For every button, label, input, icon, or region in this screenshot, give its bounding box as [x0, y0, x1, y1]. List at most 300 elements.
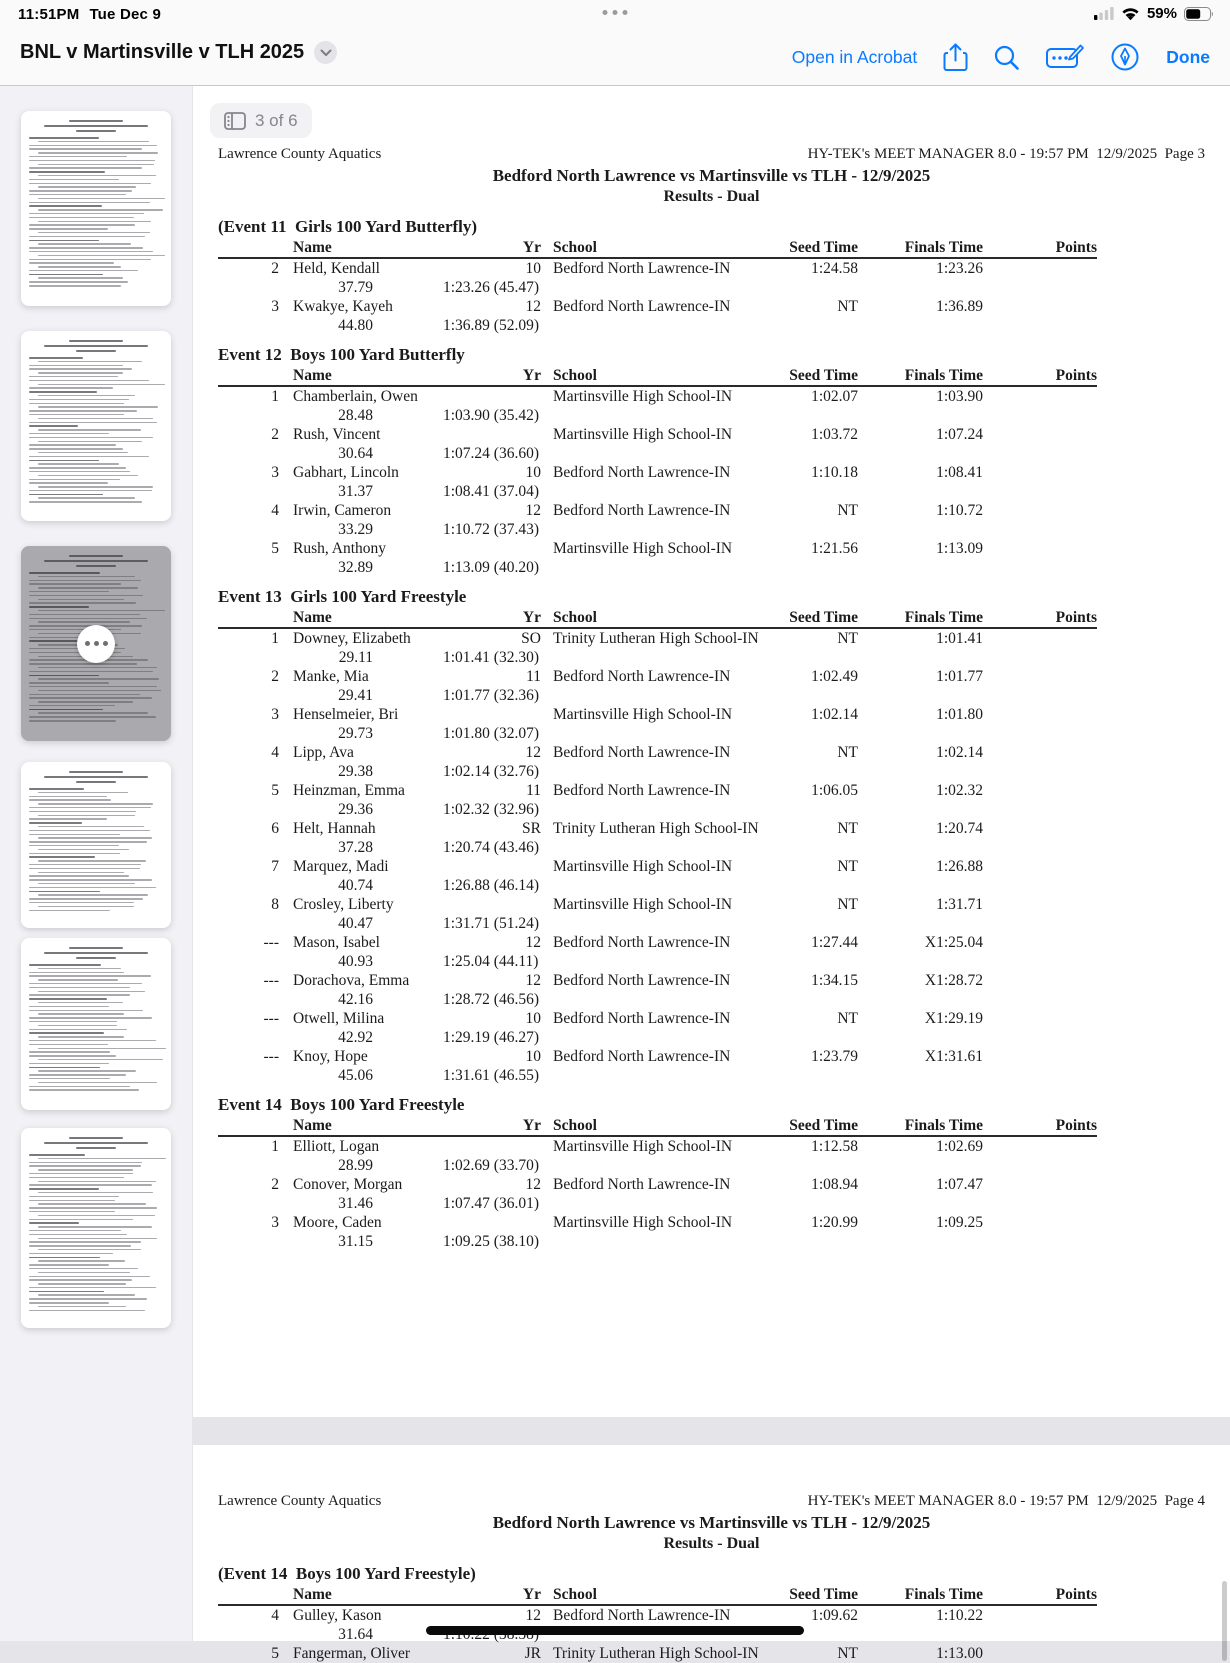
cell-school: Martinsville High School-IN	[553, 896, 733, 913]
status-time-date	[18, 6, 161, 23]
cell-name: Marquez, Madi	[293, 858, 389, 875]
split-row	[218, 686, 1205, 705]
cell-seed-time: 1:06.05	[811, 782, 858, 799]
cell-name: Heinzman, Emma	[293, 782, 405, 799]
column-header-row	[218, 609, 1097, 629]
col-name: Name	[293, 1586, 332, 1603]
cell-seed-time: 1:27.44	[811, 934, 858, 951]
cell-split-cumulative: 1:20.74 (43.46)	[443, 839, 540, 856]
cell-seed-time: NT	[837, 744, 858, 761]
cell-place: 6	[271, 820, 279, 837]
sidebar-pages-icon	[224, 112, 246, 130]
cell-finals-time: 1:02.32	[936, 782, 983, 799]
thumbnail-page-1[interactable]	[21, 111, 171, 306]
cell-split-1: 29.38	[338, 763, 373, 780]
col-blank	[218, 609, 283, 627]
cell-points	[983, 297, 1097, 316]
cell-finals-time: 1:08.41	[936, 464, 983, 481]
split-row	[218, 1028, 1205, 1047]
result-row	[218, 705, 1097, 724]
cell-yr: 10	[525, 1048, 541, 1065]
split-row	[218, 952, 1205, 971]
cell-split-cumulative: 1:01.41 (32.30)	[443, 649, 540, 666]
cell-place: 2	[271, 1176, 279, 1193]
cell-finals-time: 1:10.22	[936, 1607, 983, 1624]
cell-points	[983, 539, 1097, 558]
col-seed-time: Seed Time	[789, 239, 858, 256]
cell-points	[983, 1047, 1097, 1066]
cell-yr: SR	[522, 820, 541, 837]
cell-yr: SO	[521, 630, 541, 647]
share-icon	[944, 43, 967, 72]
col-school: School	[553, 239, 597, 256]
cell-place: 4	[271, 502, 279, 519]
cell-split-1: 32.89	[338, 559, 373, 576]
split-row	[218, 1232, 1205, 1251]
cell-school: Trinity Lutheran High School-IN	[553, 630, 759, 647]
split-row	[218, 278, 1205, 297]
result-row	[218, 743, 1097, 762]
cell-yr: 12	[525, 502, 541, 519]
cell-points	[983, 971, 1097, 990]
home-indicator[interactable]	[426, 1626, 804, 1635]
col-yr: Yr	[522, 367, 541, 384]
cell-split-cumulative: 1:03.90 (35.42)	[443, 407, 540, 424]
cell-school: Martinsville High School-IN	[553, 706, 733, 723]
cell-name: Elliott, Logan	[293, 1138, 380, 1155]
cell-split-1: 28.48	[338, 407, 373, 424]
thumbnail-sidebar	[0, 86, 193, 1641]
col-name: Name	[293, 1117, 332, 1134]
result-row	[218, 895, 1097, 914]
col-blank	[218, 239, 283, 257]
result-row	[218, 819, 1097, 838]
cell-yr: 12	[525, 744, 541, 761]
thumbnail-page-4[interactable]	[21, 762, 171, 928]
cell-yr: 10	[525, 464, 541, 481]
results-subtitle: Results - Dual	[663, 1535, 760, 1552]
cell-yr: 11	[526, 668, 541, 685]
pdf-header-line	[218, 1492, 1205, 1510]
event-title: Event 14 Boys 100 Yard Freestyle	[218, 1095, 465, 1114]
battery-icon	[1184, 7, 1214, 21]
cell-place: ---	[263, 1010, 279, 1027]
cell-finals-time: 1:07.47	[936, 1176, 983, 1193]
col-school: School	[553, 367, 597, 384]
cell-yr: 12	[525, 972, 541, 989]
cell-school: Martinsville High School-IN	[553, 1138, 733, 1155]
cell-place: 2	[271, 260, 279, 277]
cell-name: Conover, Morgan	[293, 1176, 403, 1193]
cell-yr	[493, 1213, 541, 1232]
cell-place: 4	[271, 744, 279, 761]
top-chrome	[0, 0, 1230, 86]
cell-name: Downey, Elizabeth	[293, 630, 411, 647]
cell-place: 1	[271, 630, 279, 647]
cell-split-cumulative: 1:01.80 (32.07)	[443, 725, 540, 742]
cell-place: 1	[271, 1138, 279, 1155]
meet-title: Bedford North Lawrence vs Martinsville vs TLH - 12/9/2025	[492, 166, 931, 185]
cell-school: Bedford North Lawrence-IN	[553, 1048, 731, 1065]
cell-school: Bedford North Lawrence-IN	[553, 298, 731, 315]
col-blank	[218, 1117, 283, 1135]
pdf-header-line	[218, 145, 1205, 163]
cell-school: Bedford North Lawrence-IN	[553, 260, 731, 277]
cell-place: 3	[271, 298, 279, 315]
cell-name: Gulley, Kason	[293, 1607, 382, 1624]
col-name: Name	[293, 367, 332, 384]
cell-split-1: 37.28	[338, 839, 373, 856]
col-seed-time: Seed Time	[789, 1586, 858, 1603]
result-row	[218, 1644, 1097, 1663]
split-row	[218, 990, 1205, 1009]
cell-points	[983, 1009, 1097, 1028]
cell-name: Helt, Hannah	[293, 820, 376, 837]
cell-school: Bedford North Lawrence-IN	[553, 1176, 731, 1193]
col-yr: Yr	[522, 609, 541, 626]
result-row	[218, 933, 1097, 952]
page-indicator-pill[interactable]	[210, 103, 312, 138]
cell-school: Bedford North Lawrence-IN	[553, 668, 731, 685]
col-points: Points	[1055, 239, 1097, 256]
text-fields-pen-icon	[1046, 43, 1084, 71]
split-row	[218, 800, 1205, 819]
cell-finals-time: 1:20.74	[936, 820, 983, 837]
cell-place: 2	[271, 426, 279, 443]
result-row	[218, 539, 1097, 558]
cell-split-1: 44.80	[338, 317, 373, 334]
result-row	[218, 387, 1097, 406]
split-row	[218, 520, 1205, 539]
result-row	[218, 1175, 1097, 1194]
cell-seed-time: 1:08.94	[811, 1176, 858, 1193]
cell-place: 3	[271, 706, 279, 723]
result-row	[218, 971, 1097, 990]
cell-school: Bedford North Lawrence-IN	[553, 502, 731, 519]
cell-school: Martinsville High School-IN	[553, 388, 733, 405]
col-points: Points	[1055, 1117, 1097, 1134]
cell-school: Bedford North Lawrence-IN	[553, 972, 731, 989]
pdf-page-3	[193, 86, 1230, 1417]
cell-points	[983, 819, 1097, 838]
cell-split-cumulative: 1:10.72 (37.43)	[443, 521, 540, 538]
cell-name: Kwakye, Kayeh	[293, 298, 393, 315]
cell-seed-time: NT	[837, 820, 858, 837]
cell-name: Mason, Isabel	[293, 934, 380, 951]
cell-seed-time: 1:12.58	[811, 1138, 858, 1155]
cell-finals-time: 1:01.77	[936, 668, 983, 685]
cell-points	[983, 629, 1097, 648]
pdf-content	[193, 86, 1230, 1251]
result-row	[218, 781, 1097, 800]
event-section	[218, 1094, 1205, 1251]
column-header-row	[218, 1117, 1097, 1137]
thumbnail-page-6[interactable]	[21, 1128, 171, 1328]
title-bar	[0, 28, 1230, 85]
cell-split-1: 33.29	[338, 521, 373, 538]
result-row	[218, 857, 1097, 876]
cell-yr	[493, 857, 541, 876]
cell-split-cumulative: 1:07.47 (36.01)	[443, 1195, 540, 1212]
cell-finals-time: 1:26.88	[936, 858, 983, 875]
cell-name: Held, Kendall	[293, 260, 380, 277]
cell-points	[983, 1606, 1097, 1625]
event-title: Event 12 Boys 100 Yard Butterfly	[218, 345, 465, 364]
cell-points	[983, 781, 1097, 800]
cell-seed-time: NT	[837, 858, 858, 875]
cell-seed-time: 1:10.18	[811, 464, 858, 481]
split-row	[218, 444, 1205, 463]
result-row	[218, 667, 1097, 686]
cell-split-1: 31.64	[338, 1626, 373, 1643]
cell-split-cumulative: 1:02.32 (32.96)	[443, 801, 540, 818]
cell-name: Knoy, Hope	[293, 1048, 368, 1065]
cell-seed-time: NT	[837, 502, 858, 519]
results-subtitle: Results - Dual	[663, 188, 760, 205]
cell-yr	[493, 387, 541, 406]
page-indicator-label: 3 of 6	[255, 110, 298, 130]
scrollbar-thumb[interactable]	[1222, 1581, 1227, 1661]
cell-split-cumulative: 1:01.77 (32.36)	[443, 687, 540, 704]
cell-place: 7	[271, 858, 279, 875]
cell-yr	[493, 539, 541, 558]
cell-split-cumulative: 1:07.24 (36.60)	[443, 445, 540, 462]
cell-split-1: 42.16	[338, 991, 373, 1008]
result-row	[218, 1606, 1097, 1625]
col-finals-time: Finals Time	[904, 1117, 983, 1134]
result-row	[218, 425, 1097, 444]
cell-split-1: 40.47	[338, 915, 373, 932]
cellular-signal-icon	[1094, 7, 1114, 20]
cell-seed-time: 1:02.07	[811, 388, 858, 405]
cell-split-cumulative: 1:26.88 (46.14)	[443, 877, 540, 894]
meet-title: Bedford North Lawrence vs Martinsville vs TLH - 12/9/2025	[492, 1513, 931, 1532]
result-row	[218, 259, 1097, 278]
col-seed-time: Seed Time	[789, 609, 858, 626]
chevron-down-icon	[320, 49, 332, 57]
cell-school: Trinity Lutheran High School-IN	[553, 820, 759, 837]
cell-split-cumulative: 1:23.26 (45.47)	[443, 279, 540, 296]
pen-nib-circle-icon	[1111, 43, 1139, 71]
split-row	[218, 762, 1205, 781]
cell-points	[983, 667, 1097, 686]
result-row	[218, 1047, 1097, 1066]
col-points: Points	[1055, 1586, 1097, 1603]
cell-split-cumulative: 1:25.04 (44.11)	[443, 953, 539, 970]
title-menu-button[interactable]	[314, 41, 337, 64]
cell-finals-time: 1:13.00	[936, 1645, 983, 1662]
col-name: Name	[293, 239, 332, 256]
cell-split-cumulative: 1:02.69 (33.70)	[443, 1157, 540, 1174]
col-yr: Yr	[522, 1117, 541, 1134]
cell-seed-time: 1:24.58	[811, 260, 858, 277]
col-points: Points	[1055, 367, 1097, 384]
cell-split-1: 29.11	[338, 649, 373, 666]
battery-percent: 59%	[1146, 5, 1177, 22]
result-row	[218, 629, 1097, 648]
cell-finals-time: X1:31.61	[924, 1048, 983, 1065]
event-title: Event 13 Girls 100 Yard Freestyle	[218, 587, 467, 606]
cell-school: Martinsville High School-IN	[553, 1214, 733, 1231]
cell-finals-time: 1:10.72	[936, 502, 983, 519]
split-row	[218, 1156, 1205, 1175]
cell-points	[983, 1137, 1097, 1156]
cell-seed-time: 1:20.99	[811, 1214, 858, 1231]
cell-points	[983, 933, 1097, 952]
cell-school: Martinsville High School-IN	[553, 540, 733, 557]
column-header-row	[218, 367, 1097, 387]
cell-yr: 10	[525, 260, 541, 277]
cell-school: Bedford North Lawrence-IN	[553, 1010, 731, 1027]
cell-points	[983, 425, 1097, 444]
status-bar	[0, 0, 1230, 28]
event-section	[218, 216, 1205, 335]
cell-split-1: 31.46	[338, 1195, 373, 1212]
split-row	[218, 876, 1205, 895]
result-row	[218, 297, 1097, 316]
cell-seed-time: NT	[837, 896, 858, 913]
cell-seed-time: NT	[837, 630, 858, 647]
cell-place: ---	[263, 1048, 279, 1065]
cell-place: 1	[271, 388, 279, 405]
split-row	[218, 838, 1205, 857]
column-header-row	[218, 1586, 1097, 1606]
done-button[interactable]: Done	[1166, 46, 1210, 67]
markup-button[interactable]	[1111, 43, 1139, 71]
cell-split-1: 29.36	[338, 801, 373, 818]
col-yr: Yr	[522, 239, 541, 256]
thumbnail-menu-button[interactable]	[77, 625, 115, 663]
cell-yr: JR	[524, 1645, 541, 1662]
cell-place: 3	[271, 464, 279, 481]
cell-place: 5	[271, 782, 279, 799]
cell-yr: 12	[525, 934, 541, 951]
multitask-dots-icon	[603, 10, 628, 15]
cell-yr	[493, 705, 541, 724]
cell-name: Irwin, Cameron	[293, 502, 392, 519]
facility-name: Lawrence County Aquatics	[218, 146, 382, 162]
page-gap	[193, 1417, 1230, 1445]
search-icon	[994, 45, 1019, 70]
cell-split-1: 40.93	[338, 953, 373, 970]
cell-seed-time: NT	[837, 298, 858, 315]
cell-school: Trinity Lutheran High School-IN	[553, 1645, 759, 1662]
cell-school: Bedford North Lawrence-IN	[553, 464, 731, 481]
cell-split-cumulative: 1:36.89 (52.09)	[443, 317, 540, 334]
event-title: (Event 11 Girls 100 Yard Butterfly)	[218, 217, 478, 236]
cell-split-cumulative: 1:09.25 (38.10)	[443, 1233, 540, 1250]
result-row	[218, 1137, 1097, 1156]
cell-points	[983, 857, 1097, 876]
cell-place: 4	[271, 1607, 279, 1624]
split-row	[218, 648, 1205, 667]
cell-name: Rush, Anthony	[293, 540, 387, 557]
cell-points	[983, 895, 1097, 914]
cell-points	[983, 1175, 1097, 1194]
cell-seed-time: 1:34.15	[811, 972, 858, 989]
cell-split-1: 42.92	[338, 1029, 373, 1046]
event-section	[218, 1563, 1205, 1663]
cell-finals-time: 1:31.71	[936, 896, 983, 913]
search-button[interactable]	[994, 45, 1019, 70]
cell-yr: 12	[525, 1607, 541, 1624]
cell-split-cumulative: 1:31.61 (46.55)	[443, 1067, 540, 1084]
column-header-row	[218, 239, 1097, 259]
cell-split-cumulative: 1:29.19 (46.27)	[443, 1029, 540, 1046]
split-row	[218, 1194, 1205, 1213]
event-title: (Event 14 Boys 100 Yard Freestyle)	[218, 1564, 476, 1583]
cell-points	[983, 1644, 1097, 1663]
cell-school: Bedford North Lawrence-IN	[553, 744, 731, 761]
generator-stamp: HY-TEK's MEET MANAGER 8.0 - 19:57 PM 12/9/2025 Page 3	[807, 146, 1205, 162]
cell-finals-time: 1:09.25	[936, 1214, 983, 1231]
cell-place: ---	[263, 934, 279, 951]
cell-finals-time: X1:25.04	[924, 934, 983, 951]
cell-points	[983, 705, 1097, 724]
cell-finals-time: 1:03.90	[936, 388, 983, 405]
cell-school: Martinsville High School-IN	[553, 858, 733, 875]
cell-yr: 12	[525, 1176, 541, 1193]
col-finals-time: Finals Time	[904, 609, 983, 626]
cell-name: Crosley, Liberty	[293, 896, 394, 913]
cell-seed-time: 1:03.72	[811, 426, 858, 443]
col-seed-time: Seed Time	[789, 1117, 858, 1134]
cell-finals-time: 1:02.69	[936, 1138, 983, 1155]
cell-seed-time: 1:09.62	[811, 1607, 858, 1624]
open-in-acrobat-button[interactable]: Open in Acrobat	[791, 46, 918, 67]
cell-yr	[493, 895, 541, 914]
cell-name: Gabhart, Lincoln	[293, 464, 399, 481]
cell-finals-time: 1:01.80	[936, 706, 983, 723]
cell-place: 5	[271, 540, 279, 557]
cell-school: Bedford North Lawrence-IN	[553, 782, 731, 799]
facility-name: Lawrence County Aquatics	[218, 1493, 382, 1509]
cell-split-1: 45.06	[338, 1067, 373, 1084]
col-yr: Yr	[522, 1586, 541, 1603]
col-school: School	[553, 1117, 597, 1134]
cell-split-1: 31.37	[338, 483, 373, 500]
cell-points	[983, 387, 1097, 406]
cell-finals-time: 1:13.09	[936, 540, 983, 557]
date: Tue Dec 9	[89, 6, 161, 23]
share-button[interactable]	[944, 43, 967, 72]
cell-finals-time: 1:02.14	[936, 744, 983, 761]
cell-name: Moore, Caden	[293, 1214, 382, 1231]
cell-finals-time: 1:36.89	[936, 298, 983, 315]
cell-points	[983, 501, 1097, 520]
result-row	[218, 501, 1097, 520]
split-row	[218, 558, 1205, 577]
cell-seed-time: 1:02.49	[811, 668, 858, 685]
thumbnail-page-5[interactable]	[21, 938, 171, 1110]
thumbnail-page-3[interactable]	[21, 546, 171, 741]
cell-seed-time: NT	[837, 1645, 858, 1662]
cell-name: Manke, Mia	[293, 668, 369, 685]
cell-seed-time: 1:02.14	[811, 706, 858, 723]
cell-name: Lipp, Ava	[293, 744, 354, 761]
col-school: School	[553, 609, 597, 626]
autofill-form-button[interactable]	[1046, 43, 1084, 71]
cell-name: Chamberlain, Owen	[293, 388, 418, 405]
cell-split-cumulative: 1:28.72 (46.56)	[443, 991, 540, 1008]
result-row	[218, 1213, 1097, 1232]
cell-school: Martinsville High School-IN	[553, 426, 733, 443]
cell-split-1: 31.15	[338, 1233, 373, 1250]
cell-points	[983, 743, 1097, 762]
col-points: Points	[1055, 609, 1097, 626]
cell-name: Rush, Vincent	[293, 426, 381, 443]
thumbnail-page-2[interactable]	[21, 331, 171, 521]
